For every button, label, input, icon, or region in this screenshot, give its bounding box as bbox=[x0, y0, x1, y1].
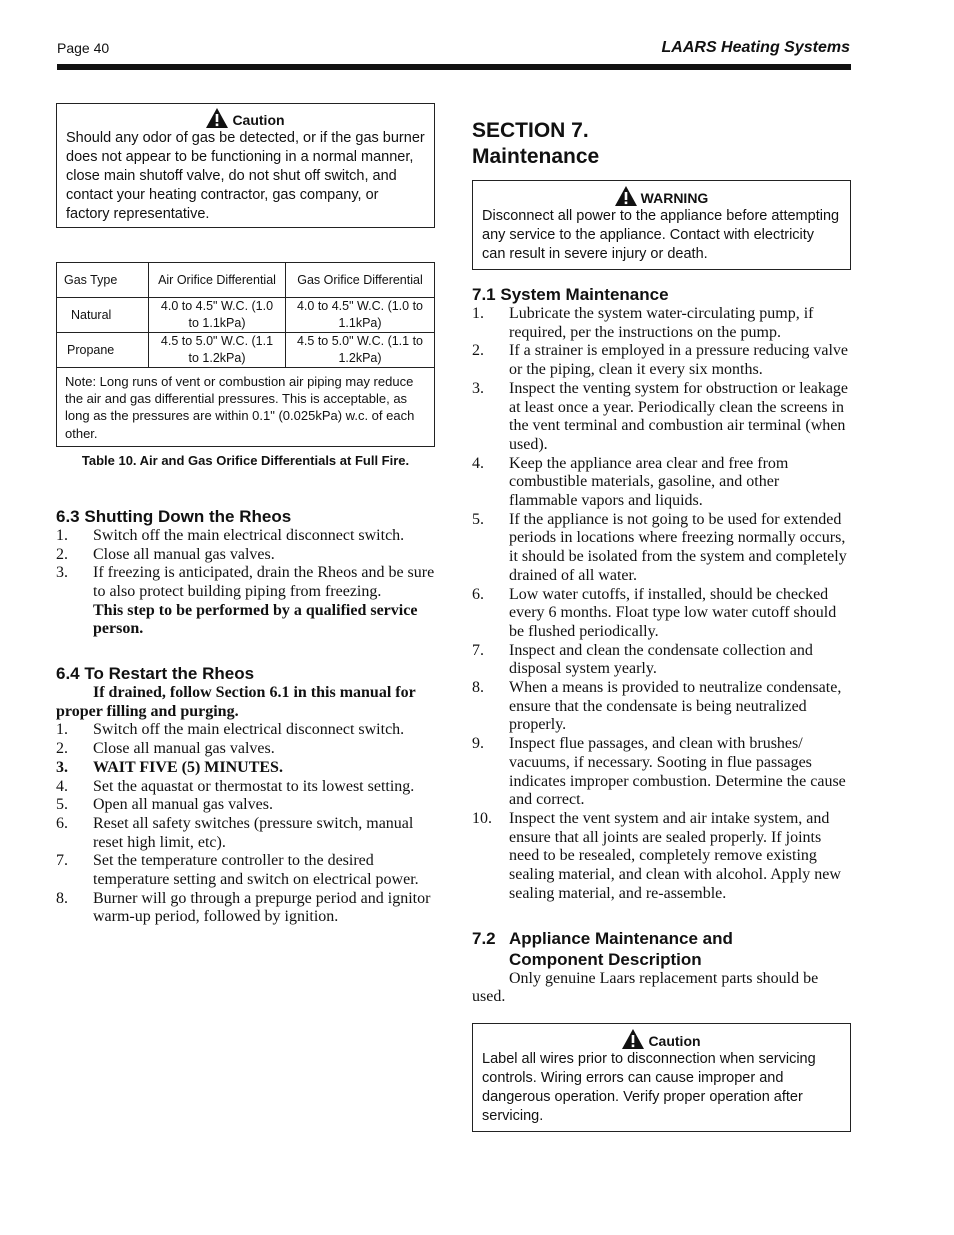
table-row bbox=[57, 333, 435, 368]
brand-header: LAARS Heating Systems bbox=[661, 39, 850, 56]
list-item: 7. Inspect and clean the condensate collection and disposal system yearly. bbox=[472, 641, 813, 678]
table-cell: Propane bbox=[57, 333, 149, 368]
warning-text: Disconnect all power to the appliance before attempting any service to the appliance. Contact with electricity can result in severe injury or death. bbox=[482, 208, 840, 262]
table-cell: 4.0 to 4.5" W.C. (1.0 to 1.1kPa) bbox=[286, 298, 435, 333]
section-7-title-line1: SECTION 7. bbox=[472, 119, 589, 142]
list-item: 3. Inspect the venting system for obstruction or leakage at least once a year. Periodically clean the screens in the vent terminal and combustion air terminal (when used). bbox=[472, 379, 849, 453]
caution-label: Caution bbox=[232, 112, 285, 128]
section-6-3-heading: 6.3 Shutting Down the Rheos bbox=[56, 506, 292, 526]
list-item: 5. If the appliance is not going to be used for extended periods in locations where freezing normally occurs, it should be isolated from the system and completely drained of all water. bbox=[472, 510, 847, 584]
section-7-2-title-line2: Component Description bbox=[509, 949, 702, 969]
list-item: 2. Close all manual gas valves. bbox=[56, 740, 275, 758]
table-row bbox=[57, 298, 435, 333]
section-6-4-intro: If drained, follow Section 6.1 in this manual for proper filling and purging. bbox=[56, 684, 416, 720]
list-item: 3. WAIT FIVE (5) MINUTES. bbox=[56, 758, 283, 776]
list-item: 6. Reset all safety switches (pressure switch, manual reset high limit, etc). bbox=[56, 814, 414, 851]
list-item-note: This step to be performed by a qualified service person. bbox=[93, 601, 418, 638]
table-cell: Natural bbox=[57, 298, 149, 333]
caution-label: Caution bbox=[648, 1032, 701, 1049]
section-7-2-heading bbox=[472, 928, 851, 970]
list-item: 2. Close all manual gas valves. bbox=[56, 545, 275, 563]
list-item: 4. Set the aquastat or thermostat to its lowest setting. bbox=[56, 777, 415, 795]
warning-triangle-icon bbox=[622, 1029, 644, 1049]
section-7-1-list bbox=[472, 305, 851, 904]
left-column bbox=[56, 103, 435, 927]
caution-text: Should any odor of gas be detected, or if the gas burner does not appear to be functioning in a normal manner, close main shutoff valve, do not shut off switch, and contact your heating contractor, gas company, or factory representative. bbox=[66, 130, 425, 222]
table-note: Note: Long runs of vent or combustion air piping may reduce the air and gas differential pressures. This is acceptable, as long as the pressures are within 0.1" (0.025kPa) w.c. of each other. bbox=[57, 368, 435, 447]
table-cell: 4.5 to 5.0" W.C. (1.1 to 1.2kPa) bbox=[286, 333, 435, 368]
caution-gas-box bbox=[56, 103, 435, 228]
header-rule bbox=[57, 64, 851, 70]
section-6-4-heading: 6.4 To Restart the Rheos bbox=[56, 664, 255, 684]
list-item: 8. Burner will go through a prepurge period and ignitor warm-up period, followed by ignition. bbox=[56, 889, 431, 926]
list-item: 1. Lubricate the system water-circulating pump, if required, per the instructions on the pump. bbox=[472, 305, 814, 341]
list-item: 5. Open all manual gas valves. bbox=[56, 796, 273, 814]
section-6-4-list bbox=[56, 721, 435, 927]
table-cell: 4.0 to 4.5" W.C. (1.0 to 1.1kPa) bbox=[149, 298, 286, 333]
list-item: 3. If freezing is anticipated, drain the Rheos and be sure to also protect building piping from freezing. bbox=[56, 564, 435, 600]
section-7-1-heading: 7.1 System Maintenance bbox=[472, 285, 669, 304]
section-7-2-text: Only genuine Laars replacement parts should be used. bbox=[472, 969, 819, 1006]
caution-wires-box bbox=[472, 1023, 851, 1132]
table-header-row bbox=[57, 263, 435, 298]
caution-text: Label all wires prior to disconnection when servicing controls. Wiring errors can cause improper and dangerous operation. Verify proper operation after servicing. bbox=[482, 1050, 816, 1124]
section-7-2-title-line1: Appliance Maintenance and bbox=[509, 928, 733, 948]
section-7-2-number: 7.2 bbox=[472, 928, 496, 948]
list-item: 8. When a means is provided to neutralize condensate, ensure that the condensate is being neutralized properly. bbox=[472, 679, 842, 734]
list-item: 7. Set the temperature controller to the desired temperature setting and switch on electrical power. bbox=[56, 852, 419, 889]
list-item: 10. Inspect the vent system and air intake system, and ensure that all joints are sealed properly. If joints need to be resealed, completely remove existing sealing material, and clean with alcohol. Apply new sealing material, and re-assemble. bbox=[472, 809, 841, 902]
list-item: 4. Keep the appliance area clear and free from combustible materials, gasoline, and other flammable vapors and liquids. bbox=[472, 454, 789, 510]
list-item: 9. Inspect flue passages, and clean with brushes/ vacuums, if necessary. Sooting in flue passages indicates improper combustion. Determine the cause and correct. bbox=[472, 735, 846, 809]
list-item: 1. Switch off the main electrical disconnect switch. bbox=[56, 526, 405, 544]
section-7-title-line2: Maintenance bbox=[472, 145, 600, 168]
orifice-table bbox=[56, 262, 435, 447]
table-caption: Table 10. Air and Gas Orifice Differentials at Full Fire. bbox=[81, 452, 410, 468]
right-column bbox=[472, 118, 851, 1132]
table-cell: 4.5 to 5.0" W.C. (1.1 to 1.2kPa) bbox=[149, 333, 286, 368]
warning-triangle-icon bbox=[615, 186, 637, 206]
page-number: Page 40 bbox=[57, 40, 110, 56]
header-cell: Gas Type bbox=[57, 263, 149, 298]
list-item: 1. Switch off the main electrical disconnect switch. bbox=[56, 721, 405, 739]
warning-triangle-icon bbox=[206, 108, 228, 128]
warning-label: WARNING bbox=[640, 190, 709, 206]
header-cell: Gas Orifice Differential bbox=[286, 263, 435, 298]
warning-box bbox=[472, 180, 851, 270]
header-cell: Air Orifice Differential bbox=[149, 263, 286, 298]
table-note-row bbox=[57, 368, 435, 447]
list-item: 2. If a strainer is employed in a pressure reducing valve or the piping, clean it every six months. bbox=[472, 342, 848, 379]
section-6-3-list bbox=[56, 527, 435, 639]
list-item: 6. Low water cutoffs, if installed, should be checked every 6 months. Float type low water cutoff should be flushed periodically. bbox=[472, 585, 837, 640]
